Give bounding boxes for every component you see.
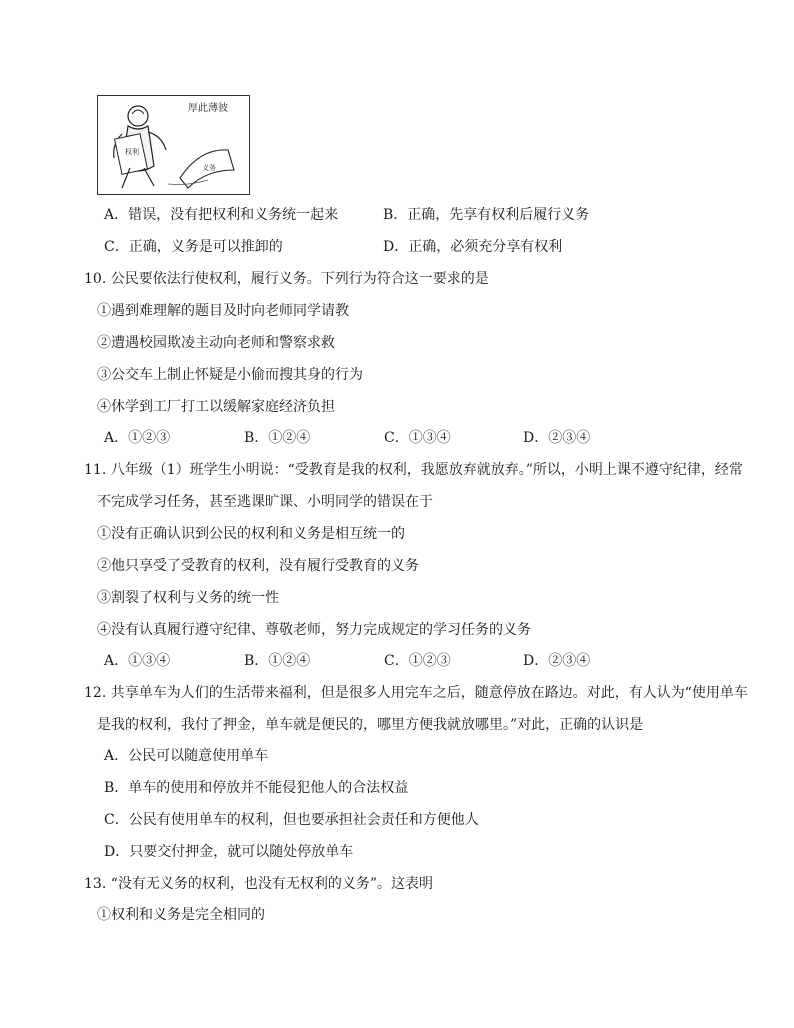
q11-item-4: ④没有认真履行遵守纪律、尊敬老师，努力完成规定的学习任务的义务 — [97, 622, 531, 638]
q10-item-1: ①遇到难理解的题目及时向老师同学请教 — [97, 303, 349, 319]
q11-item-1: ①没有正确认识到公民的权利和义务是相互统一的 — [97, 526, 405, 542]
scroll-right-label: 义务 — [202, 164, 216, 172]
q12-option-b: B．单车的使用和停放并不能侵犯他人的合法权益 — [104, 780, 409, 796]
q11-stem-line1: 11. 八年级（1）班学生小明说：“受教育是我的权利，我愿放弃就放弃。”所以，小明上课不遵守纪律，经常 — [84, 462, 743, 478]
q12-stem-line1: 12. 共享单车为人们的生活带来福利，但是很多人用完车之后，随意停放在路边。对此，有人认为“使用单车 — [84, 685, 748, 701]
q11-item-2: ②他只享受了受教育的权利，没有履行受教育的义务 — [97, 558, 419, 574]
q11-option-c: C．①②③ — [384, 653, 451, 669]
q12-option-c: C．公民有使用单车的权利，但也要承担社会责任和方便他人 — [104, 812, 479, 828]
scroll-left-label: 权利 — [125, 148, 139, 156]
q10-item-4: ④休学到工厂打工以缓解家庭经济负担 — [97, 399, 335, 415]
q9-option-c: C．正确，义务是可以推卸的 — [104, 239, 283, 255]
q10-item-2: ②遭遇校园欺凌主动向老师和警察求救 — [97, 335, 335, 351]
q10-stem: 10. 公民要依法行使权利，履行义务。下列行为符合这一要求的是 — [84, 271, 489, 287]
q10-option-d: D．②③④ — [523, 430, 591, 446]
q13-stem: 13. “没有无义务的权利，也没有无权利的义务”。这表明 — [84, 876, 434, 892]
cartoon-drawing — [98, 96, 249, 194]
q11-item-3: ③割裂了权利与义务的统一性 — [97, 590, 279, 606]
q11-stem-line2: 不完成学习任务，甚至逃课旷课、小明同学的错误在于 — [97, 494, 433, 510]
q11-option-b: B．①②④ — [244, 653, 311, 669]
cartoon-image — [97, 95, 250, 195]
q11-option-a: A．①③④ — [104, 653, 171, 669]
q9-option-d: D．正确，必须充分享有权利 — [383, 239, 563, 255]
q9-option-a: A．错误，没有把权利和义务统一起来 — [104, 207, 339, 223]
cartoon-caption: 厚此薄彼 — [188, 103, 228, 114]
q12-option-a: A．公民可以随意使用单车 — [104, 748, 269, 764]
q11-option-d: D．②③④ — [523, 653, 591, 669]
q10-option-c: C．①③④ — [384, 430, 451, 446]
q10-option-b: B．①②④ — [244, 430, 311, 446]
q10-option-a: A．①②③ — [104, 430, 171, 446]
q12-stem-line2: 是我的权利，我付了押金，单车就是便民的，哪里方便我就放哪里。”对此，正确的认识是 — [97, 717, 644, 733]
q10-item-3: ③公交车上制止怀疑是小偷而搜其身的行为 — [97, 367, 363, 383]
q12-option-d: D．只要交付押金，就可以随处停放单车 — [104, 844, 354, 860]
q9-option-b: B．正确，先享有权利后履行义务 — [383, 207, 590, 223]
q13-item-1: ①权利和义务是完全相同的 — [97, 907, 265, 923]
